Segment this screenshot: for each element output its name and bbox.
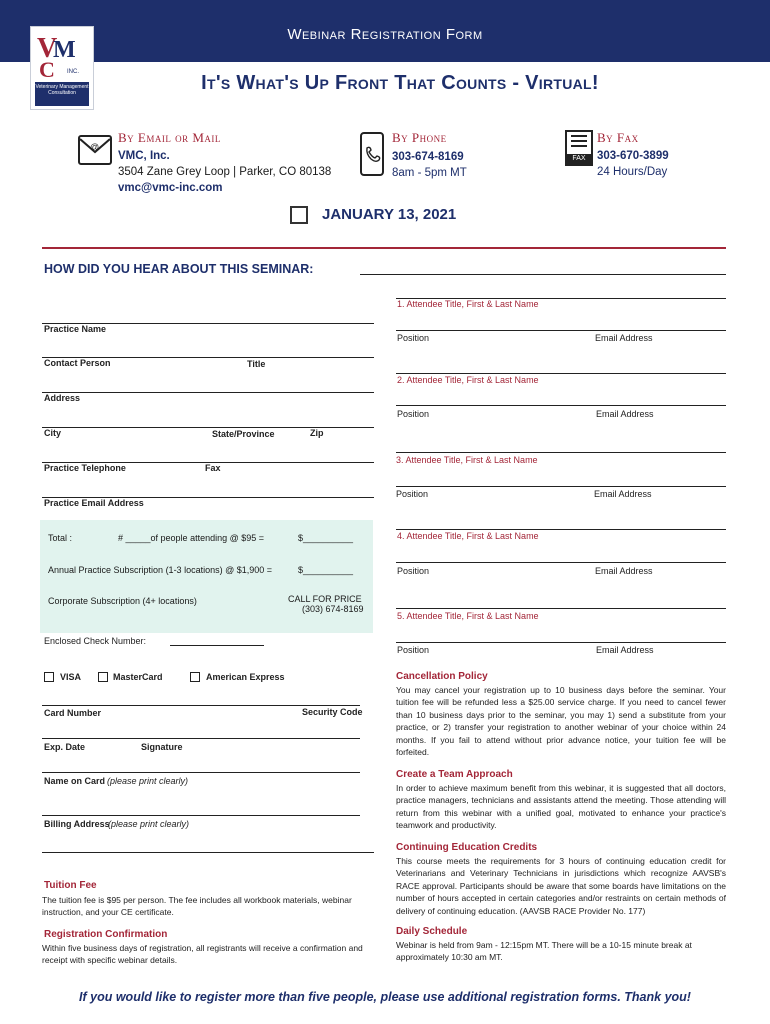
security-code-label: Security Code xyxy=(302,707,363,717)
visa-checkbox[interactable] xyxy=(44,672,54,682)
address-label: Address xyxy=(44,393,81,403)
total-label: Total : xyxy=(48,533,73,543)
tuition-heading: Tuition Fee xyxy=(44,880,97,891)
attendee-1-label: 1. Attendee Title, First & Last Name xyxy=(397,299,539,309)
attendee-2-position-label: Position xyxy=(397,409,430,419)
cancellation-text: You may cancel your registration up to 10 business days before the seminar. Your tuition fee will be refunded less a $25.00 service charge. If you need to cancel fewer than 10 business days prior to the seminar, you may 1) send a substitute from your practice, or 2) transfer your registration to another webinar of your choice within 24 months. If you fail to attend without prior advance notice, your tuition fee will be forfeited. xyxy=(396,685,726,758)
attendee-2-name-input[interactable] xyxy=(396,373,726,374)
billing-address-input-2[interactable] xyxy=(42,852,374,853)
name-on-card-input[interactable] xyxy=(42,772,360,773)
svg-text:INC.: INC. xyxy=(67,69,79,75)
annual-subscription: Annual Practice Subscription (1-3 locations) @ $1,900 = xyxy=(48,565,273,575)
city-label: City xyxy=(44,428,62,438)
signature-label: Signature xyxy=(141,742,183,752)
name-on-card-hint: (please print clearly) xyxy=(107,776,189,786)
cancellation-heading: Cancellation Policy xyxy=(396,671,488,682)
attendee-2-email-label: Email Address xyxy=(596,409,654,419)
practice-name-label: Practice Name xyxy=(44,324,107,334)
call-number: (303) 674-8169 xyxy=(302,604,364,614)
exp-date-input[interactable] xyxy=(42,738,360,739)
email-link[interactable]: vmc@vmc-inc.com xyxy=(118,182,223,194)
attendee-4-label: 4. Attendee Title, First & Last Name xyxy=(397,531,539,541)
attendee-4-position-input[interactable] xyxy=(396,562,726,563)
form-title: Webinar Registration Form xyxy=(287,26,483,43)
attendee-3-position-label: Position xyxy=(396,489,429,499)
team-heading: Create a Team Approach xyxy=(396,769,513,780)
total-amount[interactable]: $__________ xyxy=(298,533,354,543)
billing-address-hint: (please print clearly) xyxy=(108,819,190,829)
attendee-5-position-input[interactable] xyxy=(396,642,726,643)
company-name: VMC, Inc. xyxy=(118,150,170,162)
svg-text:M: M xyxy=(53,37,76,63)
fax-number[interactable]: 303-670-3899 xyxy=(597,150,669,162)
attendee-4-name-input[interactable] xyxy=(396,529,726,530)
mailing-address: 3504 Zane Grey Loop | Parker, CO 80138 xyxy=(118,166,332,178)
svg-text:C: C xyxy=(39,57,55,81)
phone-icon xyxy=(360,132,384,176)
amex-label: American Express xyxy=(206,672,285,682)
attendee-4-position-label: Position xyxy=(397,566,430,576)
visa-label: VISA xyxy=(60,672,82,682)
email-mail-heading: By Email or Mail xyxy=(118,130,221,145)
name-on-card-label: Name on Card xyxy=(44,776,106,786)
attendee-1-position-input[interactable] xyxy=(396,330,726,331)
billing-address-input-1[interactable] xyxy=(42,815,360,816)
vmc-logo xyxy=(30,26,94,110)
svg-text:V: V xyxy=(37,33,58,64)
attendee-1-position-label: Position xyxy=(397,333,430,343)
vmc-logo-icon xyxy=(33,29,91,81)
fax-hours: 24 Hours/Day xyxy=(597,166,668,178)
date-checkbox[interactable] xyxy=(290,206,308,224)
section-divider xyxy=(42,247,726,249)
phone-number[interactable]: 303-674-8169 xyxy=(392,151,464,163)
phone-heading: By Phone xyxy=(392,130,447,145)
check-number-label: Enclosed Check Number: xyxy=(44,636,147,646)
amex-checkbox[interactable] xyxy=(190,672,200,682)
card-number-label: Card Number xyxy=(44,708,102,718)
exp-date-label: Exp. Date xyxy=(44,742,86,752)
attendee-5-label: 5. Attendee Title, First & Last Name xyxy=(397,611,539,621)
logo-subtitle: Veterinary Management Consultation xyxy=(35,82,89,106)
address-input[interactable] xyxy=(42,392,374,393)
attendee-2-label: 2. Attendee Title, First & Last Name xyxy=(397,375,539,385)
page-headline: It's What's Up Front That Counts - Virtual! xyxy=(201,72,599,94)
telephone-label: Practice Telephone xyxy=(44,463,126,473)
attendee-4-email-label: Email Address xyxy=(595,566,653,576)
hear-about-label: HOW DID YOU HEAR ABOUT THIS SEMINAR: xyxy=(44,262,314,276)
attending-count[interactable]: # _____of people attending @ $95 = xyxy=(118,533,265,543)
annual-amount[interactable]: $__________ xyxy=(298,565,354,575)
schedule-heading: Daily Schedule xyxy=(396,926,468,937)
footer-note: If you would like to register more than five people, please use additional registration forms. Thank you! xyxy=(79,990,691,1004)
card-number-input[interactable] xyxy=(42,705,360,706)
city-input[interactable] xyxy=(42,427,374,428)
attendee-3-name-input[interactable] xyxy=(396,452,726,453)
fax-heading: By Fax xyxy=(597,130,639,145)
corporate-subscription: Corporate Subscription (4+ locations) xyxy=(48,596,197,606)
envelope-icon xyxy=(78,135,112,165)
tuition-text: The tuition fee is $95 per person. The fee includes all workbook materials, webinar instruction, and your CE certificate. xyxy=(42,895,352,918)
schedule-text: Webinar is held from 9am - 12:15pm MT. There will be a 10-15 minute break at approximately 10:30 am MT. xyxy=(396,940,692,963)
attendee-3-position-input[interactable] xyxy=(396,486,726,487)
state-label: State/Province xyxy=(212,429,275,439)
attendee-2-position-input[interactable] xyxy=(396,405,726,406)
fax-label: Fax xyxy=(205,463,221,473)
mastercard-label: MasterCard xyxy=(113,672,163,682)
attendee-3-email-label: Email Address xyxy=(594,489,652,499)
zip-label: Zip xyxy=(310,428,324,438)
seminar-date: JANUARY 13, 2021 xyxy=(322,206,457,223)
fax-icon-label: FAX xyxy=(567,154,591,164)
contact-person-label: Contact Person xyxy=(44,358,111,368)
attendee-5-position-label: Position xyxy=(397,645,430,655)
billing-address-label: Billing Address xyxy=(44,819,110,829)
fax-icon xyxy=(565,130,593,166)
hear-about-input[interactable] xyxy=(360,274,726,275)
ce-heading: Continuing Education Credits xyxy=(396,842,538,853)
check-number-input[interactable] xyxy=(170,645,264,646)
registration-heading: Registration Confirmation xyxy=(44,929,168,940)
attendee-3-label: 3. Attendee Title, First & Last Name xyxy=(396,455,538,465)
attendee-1-email-label: Email Address xyxy=(595,333,653,343)
attendee-5-name-input[interactable] xyxy=(396,608,726,609)
mastercard-checkbox[interactable] xyxy=(98,672,108,682)
attendee-5-email-label: Email Address xyxy=(596,645,654,655)
practice-email-label: Practice Email Address xyxy=(44,498,144,508)
svg-text:@: @ xyxy=(90,142,100,152)
title-label: Title xyxy=(247,359,266,369)
registration-text: Within five business days of registration, all registrants will receive a confirmation and receipt with specific webinar details. xyxy=(42,943,363,966)
call-for-price: CALL FOR PRICE xyxy=(288,594,362,604)
phone-hours: 8am - 5pm MT xyxy=(392,167,467,179)
ce-text: This course meets the requirements for 3 hours of continuing education credit for Veterinarians and Veterinary Technicians in jurisdictions which recognize AAVSB's RACE approval. Participants should be aware that some boards have limitations on the number of hours accepted in certain categories and/or restraints on certain methods of delivery of continuing education. (AAVSB RACE Provider No. 177) xyxy=(396,856,726,916)
team-text: In order to achieve maximum benefit from this webinar, it is suggested that all doctors, practice managers, technicians and assistants attend the meeting. Those attending will return from this webinar with a unified goal, motivated to enhance your practice's teamwork and productivity. xyxy=(396,783,726,831)
